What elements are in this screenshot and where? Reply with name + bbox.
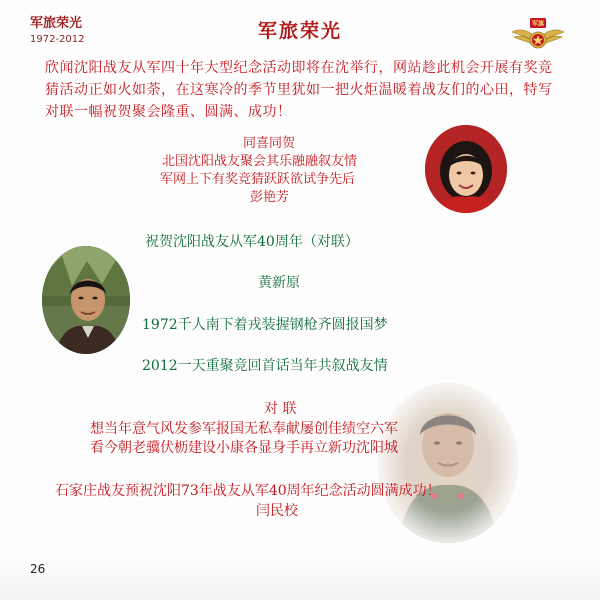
intro-paragraph: 欣闻沈阳战友从军四十年大型纪念活动即将在沈举行，网站趁此机会开展有奖竞猜活动正如火如荼，在这寒冷的季节里犹如一把火炬温暖着战友们的心田，特写对联一幅祝贺聚会隆重、圆满、成功！: [45, 60, 553, 120]
section2-line1: 1972千人南下着戎装握钢枪齐圆报国梦: [142, 317, 388, 333]
section3-heading: 对 联: [264, 401, 297, 417]
page-number: 26: [30, 562, 46, 576]
poem1-line2: 军网上下有奖竞猜跃跃欲试争先后: [160, 172, 356, 187]
poem1-author: 彭艳芳: [250, 190, 290, 205]
section2-author: 黄新原: [258, 275, 300, 291]
corner-years: 1972-2012: [30, 34, 85, 45]
emblem-label: 军旗: [531, 20, 545, 28]
section3-line2: 看今朝老骥伏枥建设小康各显身手再立新功沈阳城: [90, 440, 398, 456]
section3-closing: 石家庄战友预祝沈阳73年战友从军40周年纪念活动圆满成功！: [55, 483, 441, 499]
section2-line2: 2012一天重聚竞回首话当年共叙战友情: [142, 358, 388, 374]
poem1-line1: 北国沈阳战友聚会其乐融融叙友情: [162, 154, 358, 169]
section3-line1: 想当年意气风发参军报国无私奉献屡创佳绩空六军: [90, 421, 398, 437]
poem1-heading: 同喜同贺: [243, 136, 296, 151]
section2-heading: 祝贺沈阳战友从军40周年（对联）: [145, 234, 359, 250]
page-bottom-band: [0, 562, 600, 600]
portrait-photo-soldier: [378, 383, 518, 543]
page-title: 军旅荣光: [257, 20, 342, 42]
section3-author: 闫民校: [256, 503, 298, 519]
army-emblem-icon: [510, 14, 566, 54]
portrait-photo-man: [42, 246, 130, 354]
corner-title: 军旅荣光: [30, 16, 83, 31]
portrait-photo-woman: [425, 125, 507, 213]
